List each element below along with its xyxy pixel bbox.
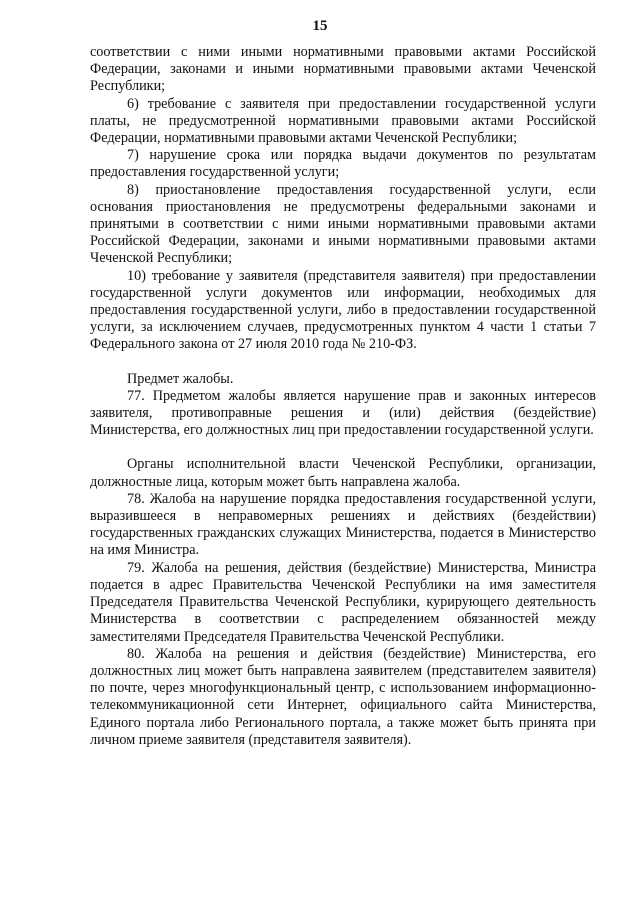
- document-body: [90, 44, 596, 749]
- paragraph: 78. Жалоба на нарушение порядка предоставления государственной услуги, выразившееся в неправомерных решениях и действиях (бездействии) государственных гражданских служащих Министерства, подается в Министерство на имя Министра.: [90, 490, 596, 559]
- paragraph: 10) требование у заявителя (представителя заявителя) при предоставлении государственной услуги документов или информации, необходимых для предоставления государственной услуги, либо в предоставлении государственной услуги, за исключением случаев, предусмотренных пунктом 4 части 1 статьи 7 Федерального закона от 27 июля 2010 года № 210-ФЗ.: [90, 267, 596, 353]
- paragraph: соответствии с ними иными нормативными правовыми актами Российской Федерации, законами и иными нормативными правовыми актами Чеченской Республики;: [90, 44, 596, 95]
- page-number: 15: [312, 18, 328, 34]
- paragraph-gap: [90, 439, 596, 456]
- paragraph: 79. Жалоба на решения, действия (бездействие) Министерства, Министра подается в адрес Правительства Чеченской Республики на имя заместителя Председателя Правительства Чеченской Республики, курирующего деятельность Министерства в соответствии с распределением обязанностей между заместителями Председателя Правительства Чеченской Республики.: [90, 559, 596, 645]
- paragraph: Предмет жалобы.: [127, 370, 234, 387]
- paragraph: 77. Предметом жалобы является нарушение прав и законных интересов заявителя, противоправные решения и (или) действия (бездействие) Министерства, его должностных лиц при предоставлении государственной услуги.: [90, 387, 596, 439]
- paragraph-gap: [90, 354, 596, 371]
- paragraph: 7) нарушение срока или порядка выдачи документов по результатам предоставления государственной услуги;: [90, 147, 596, 181]
- paragraph: Органы исполнительной власти Чеченской Республики, организации, должностные лица, которым может быть направлена жалоба.: [90, 456, 596, 490]
- paragraph: 8) приостановление предоставления государственной услуги, если основания приостановления не предусмотрены федеральными законами и принятыми в соответствии с ними иными нормативными правовыми актами Российской Федерации, законами и иными нормативными правовыми актами Чеченской Республики;: [90, 181, 596, 267]
- paragraph: 6) требование с заявителя при предоставлении государственной услуги платы, не предусмотренной нормативными правовыми актами Российской Федерации, нормативными правовыми актами Чеченской Республики;: [90, 95, 596, 147]
- paragraph: 80. Жалоба на решения и действия (бездействие) Министерства, его должностных лиц может быть направлена заявителем (представителем заявителя) по почте, через многофункциональный центр, с использованием информационно-телекоммуникационной сети Интернет, официального сайта Министерства, Единого портала либо Регионального портала, а также может быть принята при личном приеме заявителя (представителя заявителя).: [90, 645, 596, 748]
